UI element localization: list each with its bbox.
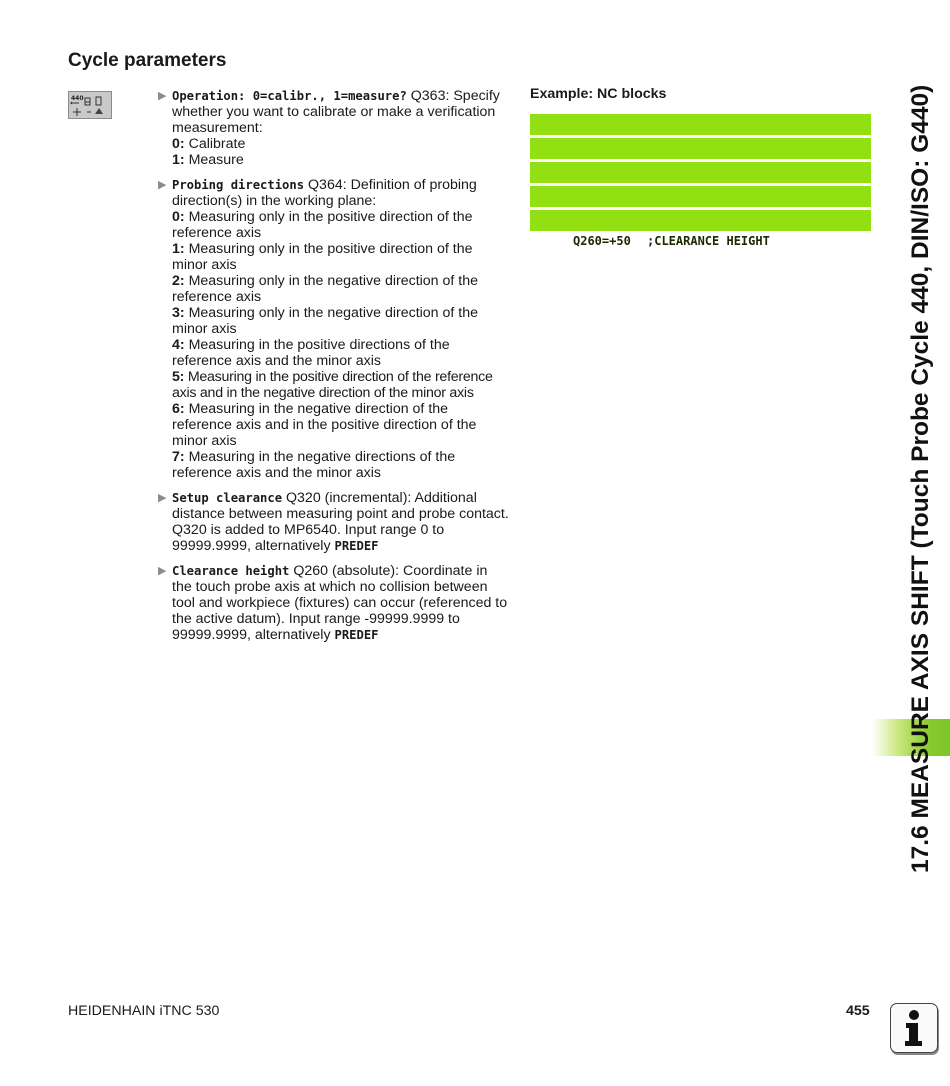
nc-block-row	[530, 162, 871, 183]
param-description: Q320 (incremental): Additional distance between measuring point and probe contact. Q320 is added to MP6540. Input range 0 to 99999.9999, alternatively	[172, 490, 509, 554]
nc-comment: ;CLEARANCE HEIGHT	[647, 234, 770, 248]
option-item: 1: Measure	[172, 152, 244, 168]
predef-keyword: PREDEF	[334, 628, 379, 642]
param-keyword: Probing directions	[172, 178, 305, 192]
param-keyword: Operation: 0=calibr., 1=measure?	[172, 89, 407, 103]
cycle-440-icon	[68, 91, 112, 119]
arrow-icon: ▶	[158, 179, 167, 191]
option-item: 1: Measuring only in the positive direction of the minor axis	[172, 241, 473, 273]
param-keyword: Clearance height	[172, 564, 290, 578]
nc-block-header	[530, 114, 871, 135]
footer-product-name: HEIDENHAIN iTNC 530	[68, 1003, 220, 1019]
section-title: Cycle parameters	[68, 50, 227, 71]
chapter-side-title: 17.6 MEASURE AXIS SHIFT (Touch Probe Cycle 440, DIN/ISO: G440)	[907, 84, 934, 873]
option-item: 7: Measuring in the negative directions of the reference axis and the minor axis	[172, 449, 456, 481]
predef-keyword: PREDEF	[334, 539, 379, 553]
arrow-icon: ▶	[158, 90, 167, 102]
option-item: 5: Measuring in the positive direction of the reference axis and in the negative direction of the minor axis	[172, 369, 493, 401]
param-keyword: Setup clearance	[172, 491, 283, 505]
param-setup-clearance	[158, 490, 510, 554]
arrow-icon: ▶	[158, 492, 167, 504]
nc-block-row	[530, 138, 871, 159]
cycle-icon-label: 440	[71, 95, 84, 102]
option-item: 4: Measuring in the positive directions of the reference axis and the minor axis	[172, 337, 450, 369]
option-item: 0: Measuring only in the positive direction of the reference axis	[172, 209, 473, 241]
param-description: Q364: Definition of probing direction(s) in the working plane:	[172, 177, 477, 209]
nc-blocks	[530, 114, 871, 248]
nc-code: Q260=+50	[573, 234, 631, 248]
option-item: 2: Measuring only in the negative direction of the reference axis	[172, 273, 479, 305]
option-item: 3: Measuring only in the negative direction of the minor axis	[172, 305, 479, 337]
page-number: 455	[846, 1003, 870, 1019]
option-item: 6: Measuring in the negative direction of the reference axis and in the positive direction of the minor axis	[172, 401, 477, 449]
info-icon[interactable]	[890, 1003, 938, 1053]
param-operation	[158, 88, 510, 168]
example-title: Example: NC blocks	[530, 86, 667, 102]
param-description: Q260 (absolute): Coordinate in the touch probe axis at which no collision between tool and workpiece (fixtures) can occur (referenced to the active datum). Input range -99999.9999 to 99999.9999, alternatively	[172, 563, 508, 643]
param-description: Q363: Specify whether you want to calibrate or make a verification measurement:	[172, 88, 500, 136]
parameter-list	[158, 88, 510, 652]
nc-block-row	[530, 210, 871, 248]
nc-block-row	[530, 186, 871, 207]
arrow-icon: ▶	[158, 565, 167, 577]
param-clearance-height	[158, 563, 510, 643]
param-probing-directions	[158, 177, 510, 481]
option-item: 0: Calibrate	[172, 136, 246, 152]
